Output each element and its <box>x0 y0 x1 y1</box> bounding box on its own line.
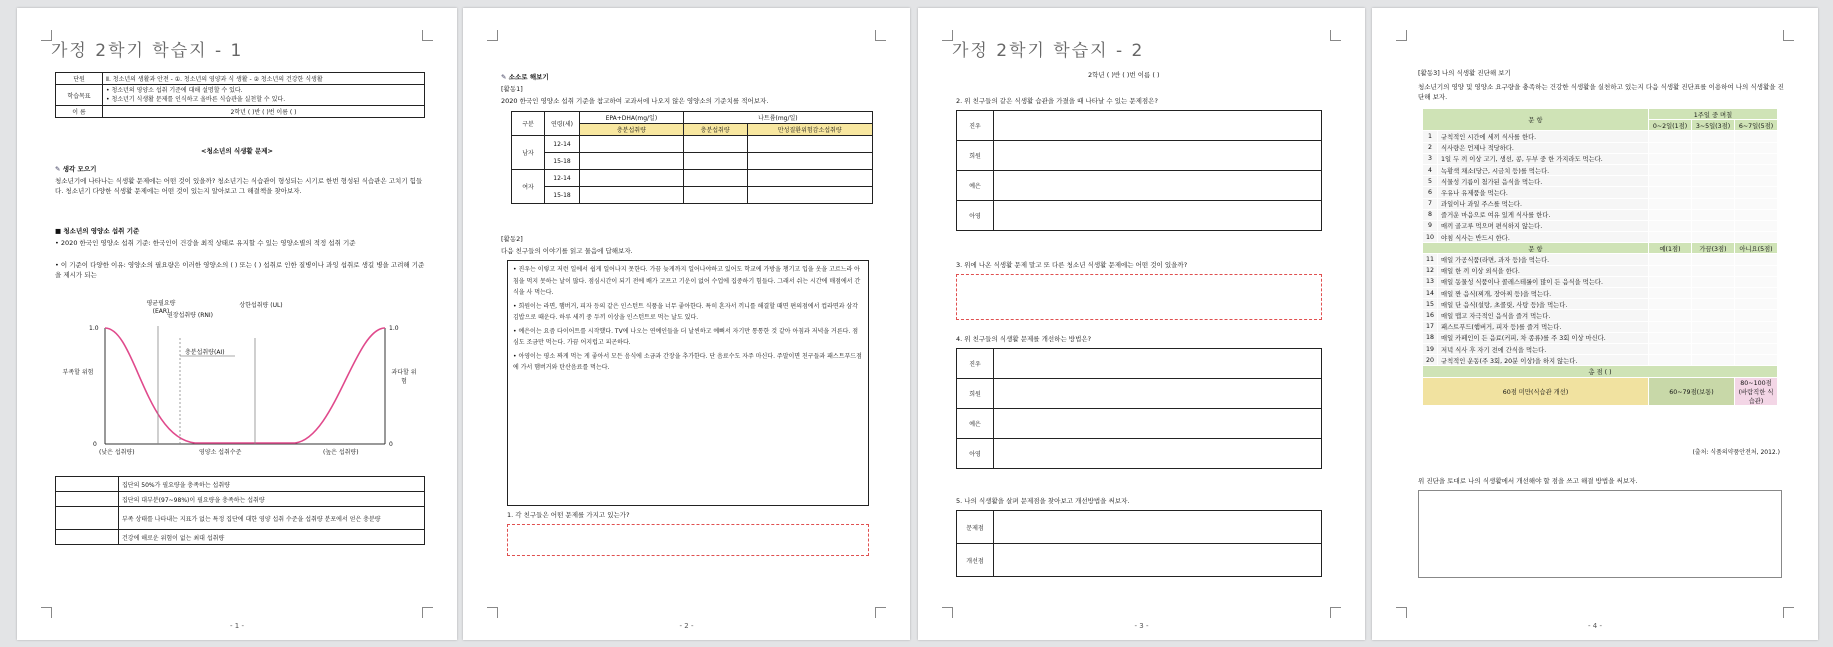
think-title: ✎ 생각 모으기 <box>55 165 97 173</box>
item-text: 매일 맵고 자극적인 음식을 즐겨 먹는다. <box>1438 310 1649 321</box>
score-cell[interactable] <box>1649 265 1692 276</box>
score-cell[interactable] <box>1649 254 1692 265</box>
header-col: 아니요(5점) <box>1735 243 1778 254</box>
graph-right-top: 1.0 <box>389 325 399 332</box>
answer-cell[interactable] <box>683 153 747 170</box>
score-cell[interactable] <box>1735 276 1778 287</box>
score-cell[interactable] <box>1692 299 1735 310</box>
score-cell[interactable] <box>1692 343 1735 354</box>
pencil-icon: ✎ <box>55 165 61 173</box>
item-number: 1 <box>1423 131 1438 142</box>
crop-mark <box>1330 30 1341 41</box>
item-text: 야침 식사는 반드시 한다. <box>1438 232 1649 243</box>
definition-blank[interactable] <box>56 507 119 530</box>
grade-mid: 60~79점(보통) <box>1649 377 1735 405</box>
diagnosis-row <box>1423 355 1778 366</box>
name-value: 2학년 ( )반 ( )번 이름 ( ) <box>103 106 425 118</box>
grade-high: 80~100점(바람직한 식습관) <box>1735 377 1778 405</box>
header-col: 예(1점) <box>1649 243 1692 254</box>
score-cell[interactable] <box>1649 131 1692 142</box>
score-cell[interactable] <box>1692 209 1735 220</box>
score-cell[interactable] <box>1735 131 1778 142</box>
answer-box[interactable] <box>1418 490 1782 578</box>
std-item: • 2020 한국인 영양소 섭취 기준: 한국인이 건강을 최적 상태로 유지할 수 있는 영양소별의 적정 섭취 기준 <box>55 239 356 247</box>
score-cell[interactable] <box>1649 288 1692 299</box>
score-cell[interactable] <box>1735 254 1778 265</box>
item-text: 매일 동물성 식품이나 콜레스테롤이 많이 든 음식을 먹는다. <box>1438 276 1649 287</box>
item-text: 녹황색 채소(당근, 시금치 등)를 먹는다. <box>1438 164 1649 175</box>
score-cell[interactable] <box>1692 288 1735 299</box>
graph-left-label: 부족할 위험 <box>62 369 94 376</box>
answer-cell[interactable] <box>994 349 1322 379</box>
graph-rni-label: 권장섭취량 (RNI) <box>167 312 213 319</box>
score-cell[interactable] <box>1649 220 1692 231</box>
item-number: 15 <box>1423 299 1438 310</box>
item-number: 16 <box>1423 310 1438 321</box>
item-number: 20 <box>1423 355 1438 366</box>
activity3-desc: 청소년기의 영양 및 영양소 요구량을 충족하는 건강한 식생활을 실천하고 있는지 다음 식생활 진단표를 이용하여 나의 식생활을 진단해 보자. <box>1418 83 1784 101</box>
item-number: 11 <box>1423 254 1438 265</box>
score-cell[interactable] <box>1692 276 1735 287</box>
answer-cell[interactable] <box>580 187 684 204</box>
answer-cell[interactable] <box>580 136 684 153</box>
answer-cell[interactable] <box>747 153 872 170</box>
answer-cell[interactable] <box>683 187 747 204</box>
score-cell[interactable] <box>1735 187 1778 198</box>
score-cell[interactable] <box>1692 153 1735 164</box>
row-name: 아영 <box>957 439 994 469</box>
score-cell[interactable] <box>1735 220 1778 231</box>
item-number: 8 <box>1423 209 1438 220</box>
activity1-desc: 2020 한국인 영양소 섭취 기준을 참고하여 교과서에 나오지 않은 영양소의 기준치를 적어보자. <box>501 97 769 105</box>
item-text: 식물성 기름이 첨가된 음식을 먹는다. <box>1438 176 1649 187</box>
answer-cell[interactable] <box>994 201 1322 231</box>
item-number: 9 <box>1423 220 1438 231</box>
page-number: - 1 - <box>230 622 244 630</box>
score-cell[interactable] <box>1735 288 1778 299</box>
answer-table-q5 <box>956 510 1322 577</box>
header-col: 6~7일(5점) <box>1735 120 1778 131</box>
item-number: 6 <box>1423 187 1438 198</box>
col-sub: 충분섭취량 <box>683 124 747 136</box>
item-text: 식사량은 언제나 적당하다. <box>1438 142 1649 153</box>
row-male: 남자 <box>512 136 545 170</box>
answer-cell[interactable] <box>683 170 747 187</box>
diagnosis-row <box>1423 232 1778 243</box>
col-sub: 만성질환위험감소섭취량 <box>747 124 872 136</box>
answer-cell[interactable] <box>580 170 684 187</box>
item-number: 5 <box>1423 176 1438 187</box>
diagnosis-row <box>1423 209 1778 220</box>
answer-cell[interactable] <box>747 170 872 187</box>
crop-mark <box>875 30 886 41</box>
item-text: 저녁 식사 후 자기 전에 간식을 먹는다. <box>1438 343 1649 354</box>
item-number: 13 <box>1423 276 1438 287</box>
header-col: 가끔(3점) <box>1692 243 1735 254</box>
total-score[interactable]: 총 점 ( ) <box>1423 366 1778 377</box>
diagnosis-row <box>1423 176 1778 187</box>
score-cell[interactable] <box>1649 321 1692 332</box>
activity2-label: [활동2] <box>501 235 523 243</box>
unit-label: 단원 <box>56 73 103 85</box>
item-text: 매끼 골고루 먹으며 편식하지 않는다. <box>1438 220 1649 231</box>
definition-blank[interactable] <box>56 492 119 507</box>
score-cell[interactable] <box>1692 332 1735 343</box>
item-text: 매일 카페인이 든 음료(커피, 차 종류)를 주 3회 이상 마신다. <box>1438 332 1649 343</box>
goal-item: • 청소년의 영양소 섭취 기준에 대해 설명할 수 있다. <box>106 87 243 94</box>
score-cell[interactable] <box>1649 142 1692 153</box>
intake-risk-graph <box>55 308 425 468</box>
score-cell[interactable] <box>1692 142 1735 153</box>
row-improve: 개선점 <box>957 544 994 577</box>
answer-box[interactable] <box>507 524 869 556</box>
item-text: 과일이나 과일 주스를 먹는다. <box>1438 198 1649 209</box>
item-number: 19 <box>1423 343 1438 354</box>
item-text: 우유나 유제품을 먹는다. <box>1438 187 1649 198</box>
score-cell[interactable] <box>1692 164 1735 175</box>
col-sub: 충분섭취량 <box>580 124 684 136</box>
header-item: 문 항 <box>1423 243 1649 254</box>
page-number: - 2 - <box>679 622 694 630</box>
score-cell[interactable] <box>1649 232 1692 243</box>
answer-cell[interactable] <box>683 136 747 153</box>
answer-cell[interactable] <box>747 187 872 204</box>
item-number: 10 <box>1423 232 1438 243</box>
diagnosis-row <box>1423 321 1778 332</box>
score-cell[interactable] <box>1735 355 1778 366</box>
item-number: 4 <box>1423 164 1438 175</box>
score-cell[interactable] <box>1649 332 1692 343</box>
item-text: 매일 한 끼 이상 외식을 한다. <box>1438 265 1649 276</box>
crop-mark <box>1396 607 1407 618</box>
answer-cell[interactable] <box>994 511 1322 544</box>
col-sodium: 나트륨(mg/일) <box>683 112 872 124</box>
item-text: 패스트푸드(햄버거, 피자 등)를 즐겨 먹는다. <box>1438 321 1649 332</box>
answer-box[interactable] <box>956 274 1322 320</box>
graph-x-left: (낮은 섭취량) <box>99 449 135 456</box>
diagnosis-row <box>1423 265 1778 276</box>
score-cell[interactable] <box>1649 276 1692 287</box>
score-cell[interactable] <box>1692 355 1735 366</box>
diagnosis-row <box>1423 142 1778 153</box>
answer-cell[interactable] <box>994 439 1322 469</box>
crop-mark <box>41 607 52 618</box>
diagnosis-row <box>1423 343 1778 354</box>
score-cell[interactable] <box>1649 153 1692 164</box>
diagnosis-row <box>1423 220 1778 231</box>
diagnosis-table <box>1422 108 1778 406</box>
score-cell[interactable] <box>1735 209 1778 220</box>
diagnosis-row <box>1423 187 1778 198</box>
item-text: 매일 짠 음식(찌개, 장아찌 등)을 먹는다. <box>1438 288 1649 299</box>
worksheet-page-4 <box>1372 8 1818 640</box>
row-age: 12-14 <box>545 170 580 187</box>
crop-mark <box>1783 607 1794 618</box>
score-cell[interactable] <box>1692 265 1735 276</box>
col-gender: 구분 <box>512 112 545 136</box>
col-age: 연령(세) <box>545 112 580 136</box>
item-number: 14 <box>1423 288 1438 299</box>
story-paragraph: • 진우는 이렇고 저런 일에서 쉽게 일어나지 못한다. 가끔 늦게까지 일어나야하고 있어도 학교에 가방을 챙기고 입을 옷을 고르느라 아침을 먹지 못하는 날이 많다. 점심시간이 되기 전에 배가 고프고 기운이 없어 수업에 집중하기 힘들다. 그래서 쉬는 시간에 매점에서 간식을 사 먹는다. <box>513 266 861 296</box>
diagnosis-row <box>1423 164 1778 175</box>
think-body: 청소년기에 나타나는 식생활 문제에는 어떤 것이 있을까? 청소년기는 식습관이 형성되는 시기로 한번 형성된 식습관은 고치기 힘들다. 청소년기 다양한 식생활 문제에는 어떤 것이 있는지 알아보고 그 해결책을 찾아보자. <box>55 177 423 195</box>
score-cell[interactable] <box>1735 321 1778 332</box>
diagnosis-row <box>1423 332 1778 343</box>
graph-ear-label: 평균필요량 (EAR) <box>146 300 176 315</box>
crop-mark <box>422 30 433 41</box>
item-text: 매일 단 음식(설탕, 초콜릿, 사탕 등)을 먹는다. <box>1438 299 1649 310</box>
item-number: 3 <box>1423 153 1438 164</box>
diagnosis-row <box>1423 254 1778 265</box>
diagnosis-row <box>1423 153 1778 164</box>
row-name: 예은 <box>957 409 994 439</box>
header-group: 1주일 중 며칠 <box>1649 109 1778 120</box>
graph-right-label: 과다할 위험 <box>391 369 417 385</box>
definition-text: 부족 상태를 나타내는 지표가 없는 특정 집단에 대한 영양 섭취 수준을 섭취량 분포에서 얻은 충분량 <box>119 507 425 530</box>
row-name: 아영 <box>957 201 994 231</box>
item-number: 17 <box>1423 321 1438 332</box>
diagnosis-row <box>1423 131 1778 142</box>
score-cell[interactable] <box>1692 254 1735 265</box>
crop-mark <box>487 607 498 618</box>
row-name: 진우 <box>957 349 994 379</box>
score-cell[interactable] <box>1692 310 1735 321</box>
answer-table-q4 <box>956 348 1322 469</box>
item-text: 매일 가공식품(라면, 과자 등)을 먹는다. <box>1438 254 1649 265</box>
item-number: 18 <box>1423 332 1438 343</box>
score-cell[interactable] <box>1692 176 1735 187</box>
page-number: - 3 - <box>1134 622 1149 630</box>
score-cell[interactable] <box>1649 209 1692 220</box>
graph-x-mid: 영양소 섭취수준 <box>199 449 242 456</box>
page-title: 가정 2학기 학습지 - 2 <box>952 41 1145 61</box>
story-paragraph: • 희원이는 라면, 햄버거, 피자 등의 같은 인스턴트 식품을 너무 좋아한다. 특히 혼자서 끼니를 해결할 때면 편의점에서 컵라면과 삼각김밥으로 때운다. 하루 세끼 중 두끼 이상을 인스턴트로 먹는 날도 있다. <box>513 302 858 321</box>
item-text: 1일 두 끼 이상 고기, 생선, 콩, 두부 중 한 가지라도 먹는다. <box>1438 153 1649 164</box>
question-2: 2. 위 친구들의 같은 식생활 습관을 가졌을 때 나타날 수 있는 문제점은? <box>956 97 1158 105</box>
col-epa: EPA+DHA(mg/일) <box>580 112 684 124</box>
item-number: 2 <box>1423 142 1438 153</box>
row-problem: 문제점 <box>957 511 994 544</box>
unit-value: Ⅱ. 청소년의 생활과 안전 - ①. 청소년의 영양과 식 생활 - ② 청소년의 건강한 식생활 <box>103 73 425 85</box>
row-age: 15-18 <box>545 153 580 170</box>
definition-blank[interactable] <box>56 530 119 545</box>
activity3-label: [활동3] 나의 식생활 진단해 보기 <box>1418 69 1511 77</box>
question-4: 4. 위 친구들의 식생활 문제를 개선하는 방법은? <box>956 335 1092 343</box>
answer-table-q2 <box>956 110 1322 231</box>
score-cell[interactable] <box>1735 198 1778 209</box>
definition-text: 건강에 해로운 위험이 없는 최대 섭취량 <box>119 530 425 545</box>
score-cell[interactable] <box>1735 343 1778 354</box>
answer-cell[interactable] <box>994 379 1322 409</box>
header-item: 문 항 <box>1423 109 1649 131</box>
answer-cell[interactable] <box>994 171 1322 201</box>
grade-low: 60점 미만(식습관 개선) <box>1423 377 1649 405</box>
graph-left-top: 1.0 <box>89 325 99 332</box>
source-note: (출처: 식품의약품안전처, 2012.) <box>1692 449 1780 456</box>
diagnosis-row <box>1423 299 1778 310</box>
score-cell[interactable] <box>1692 321 1735 332</box>
score-cell[interactable] <box>1649 355 1692 366</box>
crop-mark <box>875 607 886 618</box>
score-cell[interactable] <box>1735 299 1778 310</box>
crop-mark <box>1396 30 1407 41</box>
item-text: 규칙적인 운동(주 3회, 20분 이상)을 하지 않는다. <box>1438 355 1649 366</box>
crop-mark <box>1783 30 1794 41</box>
goal-item: • 청소년기 식생활 문제를 인식하고 올바른 식습관을 실천할 수 있다. <box>106 96 286 103</box>
std-title: ■ 청소년의 영양소 섭취 기준 <box>55 227 140 235</box>
question-5: 5. 나의 식생활을 살펴 문제점을 찾아보고 개선방법을 써보자. <box>956 497 1130 505</box>
score-cell[interactable] <box>1692 198 1735 209</box>
score-cell[interactable] <box>1735 265 1778 276</box>
item-text: 즐거운 마음으로 여유 있게 식사를 한다. <box>1438 209 1649 220</box>
score-cell[interactable] <box>1692 131 1735 142</box>
score-cell[interactable] <box>1735 310 1778 321</box>
crop-mark <box>422 607 433 618</box>
pencil-icon: ✎ <box>501 73 507 81</box>
question: 위 진단을 토대로 나의 식생활에서 개선해야 할 점을 쓰고 해결 방법을 써보자. <box>1418 477 1638 485</box>
score-cell[interactable] <box>1649 176 1692 187</box>
item-number: 7 <box>1423 198 1438 209</box>
crop-mark <box>1330 607 1341 618</box>
score-cell[interactable] <box>1692 187 1735 198</box>
activity2-desc: 다음 친구들의 이야기를 읽고 물음에 답해보자. <box>501 247 633 255</box>
diagnosis-row <box>1423 310 1778 321</box>
worksheet-page-3 <box>918 8 1365 640</box>
row-name: 예은 <box>957 171 994 201</box>
definition-blank[interactable] <box>56 477 119 492</box>
section-head: ✎ 소소로 해보기 <box>501 73 549 81</box>
score-cell[interactable] <box>1649 198 1692 209</box>
score-cell[interactable] <box>1649 299 1692 310</box>
diagnosis-row <box>1423 288 1778 299</box>
row-name: 진우 <box>957 111 994 141</box>
info-table <box>55 72 425 118</box>
row-female: 여자 <box>512 170 545 204</box>
score-cell[interactable] <box>1735 142 1778 153</box>
row-age: 15-18 <box>545 187 580 204</box>
header-col: 3~5일(3점) <box>1692 120 1735 131</box>
graph-left-bottom: 0 <box>93 441 97 448</box>
score-cell[interactable] <box>1735 176 1778 187</box>
score-cell[interactable] <box>1692 220 1735 231</box>
definition-text: 집단의 50%가 필요량을 충족하는 섭취량 <box>119 477 425 492</box>
score-cell[interactable] <box>1735 164 1778 175</box>
score-cell[interactable] <box>1649 310 1692 321</box>
score-cell[interactable] <box>1735 332 1778 343</box>
row-name: 희원 <box>957 141 994 171</box>
question-1: 1. 각 친구들은 어떤 문제를 가지고 있는가? <box>507 511 630 519</box>
worksheet-page-2 <box>463 8 910 640</box>
graph-right-bottom: 0 <box>389 441 393 448</box>
page-number: - 4 - <box>1588 622 1602 630</box>
name-line: 2학년 ( )반 ( )번 이름 ( ) <box>1088 71 1160 79</box>
goal-label: 학습목표 <box>56 85 103 106</box>
graph-ul-label: 상한섭취량 (UL) <box>239 302 283 309</box>
answer-cell[interactable] <box>994 111 1322 141</box>
crop-mark <box>942 607 953 618</box>
answer-cell[interactable] <box>994 544 1322 577</box>
header-col: 0~2일(1점) <box>1649 120 1692 131</box>
question-3: 3. 위에 나온 식생활 문제 말고 또 다른 청소년 식생활 문제에는 어떤 것이 있을까? <box>956 261 1188 269</box>
score-cell[interactable] <box>1735 153 1778 164</box>
item-number: 12 <box>1423 265 1438 276</box>
score-cell[interactable] <box>1692 232 1735 243</box>
graph-x-right: (높은 섭취량) <box>323 449 359 456</box>
activity1-label: [활동1] <box>501 85 523 93</box>
crop-mark <box>487 30 498 41</box>
row-age: 12-14 <box>545 136 580 153</box>
row-name: 희원 <box>957 379 994 409</box>
answer-cell[interactable] <box>580 153 684 170</box>
score-cell[interactable] <box>1649 343 1692 354</box>
diagnosis-row <box>1423 198 1778 209</box>
story-box <box>507 260 869 506</box>
score-cell[interactable] <box>1649 187 1692 198</box>
worksheet-page-1 <box>17 8 457 640</box>
story-paragraph: • 아영이는 평소 짜게 먹는 게 좋아서 모든 음식에 소금과 간장을 추가한다. 단 음료수도 자주 마신다. 주말이면 친구들과 패스트푸드점에 가서 햄버거와 탄산음료를 먹는다. <box>513 352 862 371</box>
definition-table <box>55 476 425 545</box>
diagnosis-row <box>1423 276 1778 287</box>
section-title: <청소년의 식생활 문제> <box>201 147 273 155</box>
answer-cell[interactable] <box>994 409 1322 439</box>
score-cell[interactable] <box>1735 232 1778 243</box>
answer-cell[interactable] <box>747 136 872 153</box>
answer-cell[interactable] <box>994 141 1322 171</box>
nutrient-table <box>511 111 873 204</box>
name-label: 이 름 <box>56 106 103 118</box>
definition-text: 집단의 대부분(97~98%)이 필요량을 충족하는 섭취량 <box>119 492 425 507</box>
page-title: 가정 2학기 학습지 - 1 <box>51 41 244 61</box>
std-item: • 이 기준이 다양한 이유: 영양소의 필요량은 이러한 영양소의 ( ) 또는 ( ) 섭취로 인한 질병이나 과잉 섭취로 생길 병을 고려해 기준을 제시가 되는 <box>55 261 425 279</box>
story-paragraph: • 예은이는 요즘 다이어트를 시작했다. TV에 나오는 연예인들을 더 날씬하고 예뻐서 자기만 통통한 것 같아 아침과 저녁을 거른다. 점심도 조금만 먹는다. 가끔 어지럽고 피곤하다. <box>513 327 859 346</box>
score-cell[interactable] <box>1649 164 1692 175</box>
graph-ai-label: 충분섭취량(AI) <box>185 349 225 356</box>
item-text: 규칙적인 시간에 세끼 식사를 한다. <box>1438 131 1649 142</box>
